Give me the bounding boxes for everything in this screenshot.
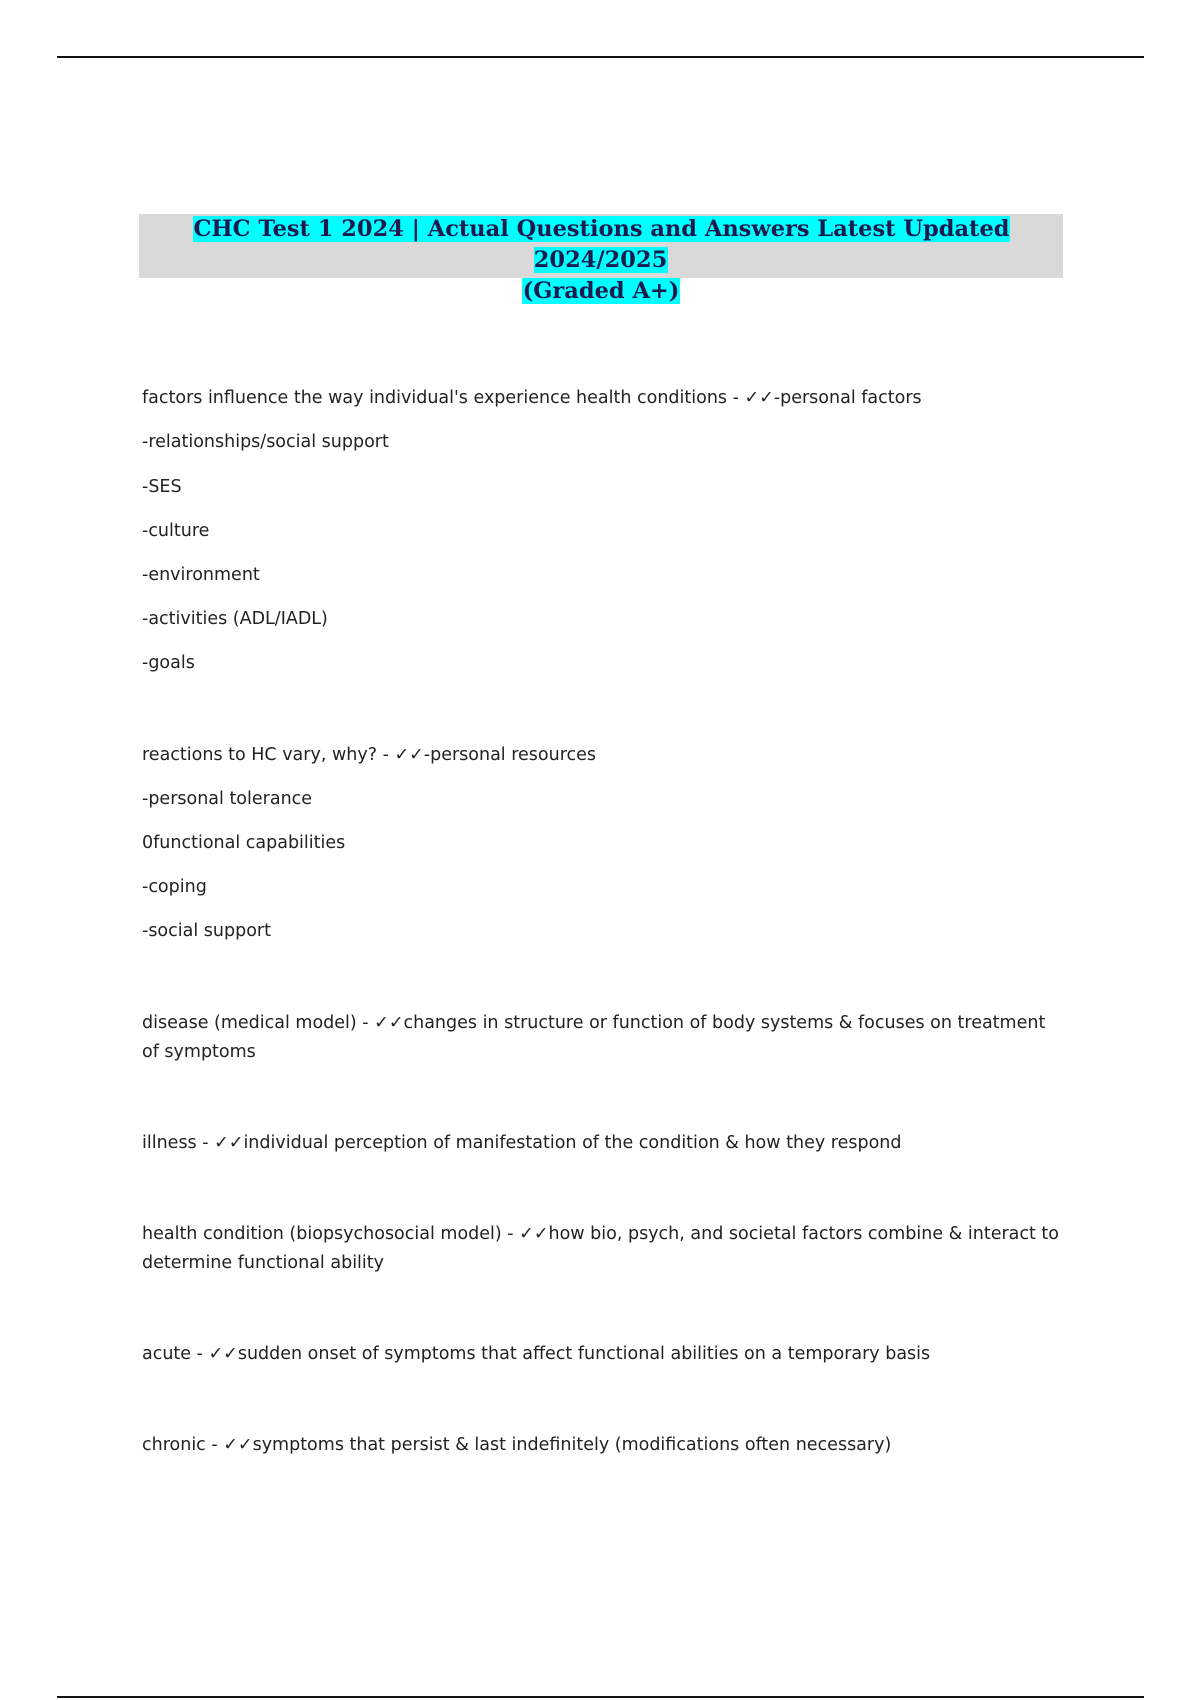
list-item: -activities (ADL/IADL) [142,609,328,629]
top-rule [57,56,1144,58]
list-item: -relationships/social support [142,432,389,452]
list-item: 0functional capabilities [142,833,346,853]
bottom-rule [57,1696,1144,1698]
list-item: -social support [142,921,271,941]
question-acute: acute - ✓✓sudden onset of symptoms that affect functional abilities on a temporary basis [142,1344,931,1364]
question-chronic: chronic - ✓✓symptoms that persist & last indefinitely (modifications often necessary) [142,1435,892,1455]
question-reactions: reactions to HC vary, why? - ✓✓-personal resources [142,745,597,765]
title-line-2: (Graded A+) [522,278,680,304]
list-item: -environment [142,565,260,585]
question-disease: disease (medical model) - ✓✓changes in structure or function of body systems & focuses on treatment of symptoms [142,1013,1046,1062]
document-title [139,214,1063,304]
question-illness: illness - ✓✓individual perception of manifestation of the condition & how they respond [142,1133,902,1153]
title-line-1: CHC Test 1 2024 | Actual Questions and Answers Latest Updated 2024/2025 [193,216,1010,273]
list-item: -coping [142,877,207,897]
question-factors: factors influence the way individual's experience health conditions - ✓✓-personal factors [142,388,922,408]
list-item: -goals [142,653,195,673]
question-health-condition: health condition (biopsychosocial model) - ✓✓how bio, psych, and societal factors combine & interact to determine functional ability [142,1224,1059,1273]
list-item: -culture [142,521,210,541]
list-item: -SES [142,477,182,497]
list-item: -personal tolerance [142,789,313,809]
